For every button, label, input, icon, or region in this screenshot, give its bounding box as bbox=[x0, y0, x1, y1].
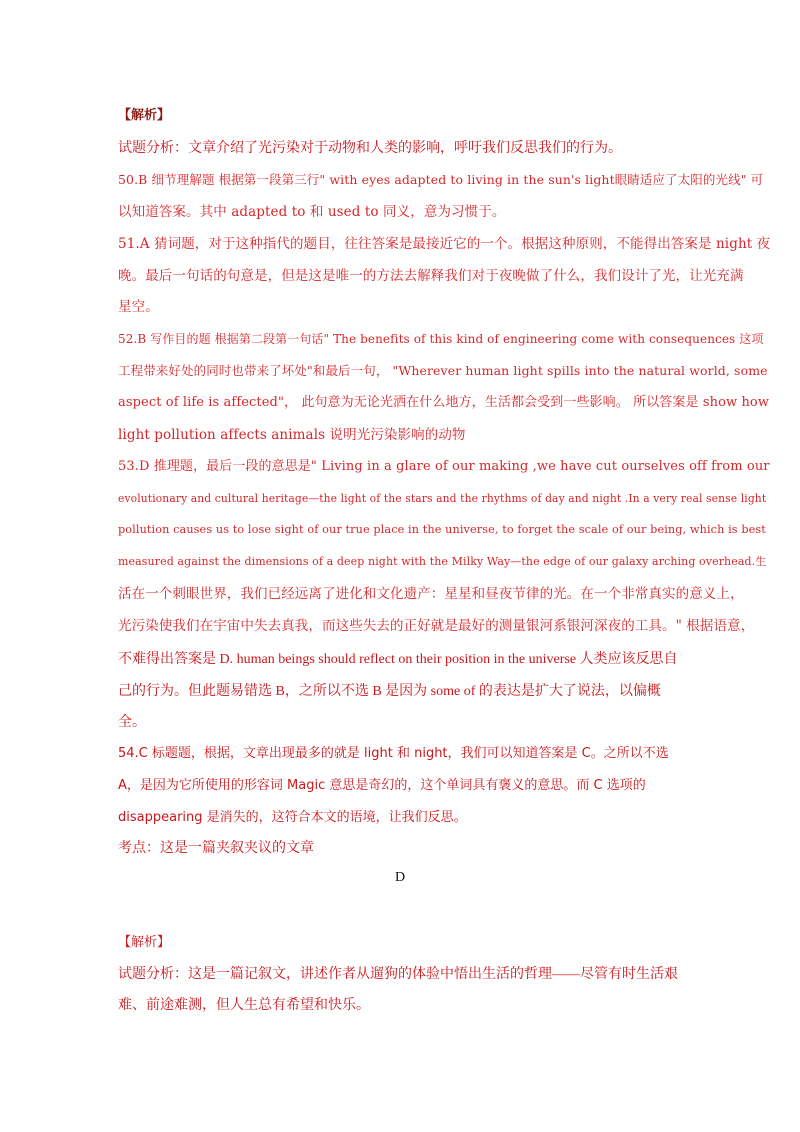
answer-53-line-2: evolutionary and cultural heritage—the light of the stars and the rhythms of day and night .In a very real sense light bbox=[118, 492, 767, 505]
answer-letter: D bbox=[394, 870, 406, 885]
answer-54-line-3: disappearing 是消失的，这符合本文的语境，让我们反思。 bbox=[118, 810, 467, 825]
answer-52-line-4: light pollution affects animals 说明光污染影响的动物 bbox=[118, 427, 466, 443]
answer-53-line-4: measured against the dimensions of a deep night with the Milky Way—the edge of our galaxy arching overhead.生 bbox=[118, 555, 767, 568]
answer-52-line-1: 52.B 写作目的题 根据第二段第一句话" The benefits of this kind of engineering come with consequences 这项 bbox=[118, 332, 764, 346]
answer-53-line-9: 全。 bbox=[118, 715, 146, 730]
summary-line-2b: 难、前途难测，但人生总有希望和快乐。 bbox=[118, 998, 370, 1013]
answer-51-line-1: 51.A 猜词题，对于这种指代的题目，往往答案是最接近它的一个。根据这种原则，不能得出答案是 night 夜 bbox=[118, 236, 771, 252]
answer-51-line-3: 星空。 bbox=[118, 299, 159, 315]
answer-52-line-3: aspect of life is affected"， 此句意为无论光洒在什么地方，生活都会受到一些影响。 所以答案是 show how bbox=[118, 395, 770, 410]
answer-51-line-2: 晚。最后一句话的句意是，但是这是唯一的方法去解释我们对于夜晚做了什么，我们设计了光，让光充满 bbox=[118, 268, 744, 284]
answer-54-line-1: 54.C 标题题，根据，文章出现最多的就是 light 和 night，我们可以知道答案是 C。之所以不选 bbox=[118, 746, 669, 761]
analysis-heading-2: 【解析】 bbox=[118, 935, 171, 950]
answer-53-line-1: 53.D 推理题，最后一段的意思是" Living in a glare of our making ,we have cut ourselves off from our bbox=[118, 459, 770, 474]
answer-53-line-3: pollution causes us to lose sight of our true place in the universe, to forget the scale of our being, which is best bbox=[118, 523, 766, 536]
answer-50-line-2: 以知道答案。其中 adapted to 和 used to 同义，意为习惯于。 bbox=[118, 204, 506, 220]
answer-52-line-2: 工程带来好处的同时也带来了坏处"和最后一句， "Wherever human light spills into the natural world, some bbox=[118, 363, 768, 378]
summary-line: 试题分析：文章介绍了光污染对于动物和人类的影响，呼吁我们反思我们的行为。 bbox=[118, 140, 622, 156]
answer-53-line-6: 光污染使我们在宇宙中失去真我，而这些失去的正好就是最好的测量银河系银河深夜的工具。" 根据语意， bbox=[118, 618, 755, 634]
answer-53-line-8: 己的行为。但此题易错选 B，之所以不选 B 是因为 some of 的表达是扩大了说法，以偏概 bbox=[118, 684, 661, 699]
analysis-heading: 【解析】 bbox=[118, 108, 171, 123]
answer-53-line-7: 不难得出答案是 D. human beings should reflect on their position in the universe 人类应该反思自 bbox=[118, 652, 678, 667]
answer-50-line-1: 50.B 细节理解题 根据第一段第三行" with eyes adapted to living in the sun's light眼睛适应了太阳的光线" 可 bbox=[118, 172, 764, 187]
kaodian-line: 考点：这是一篇夹叙夹议的文章 bbox=[118, 841, 314, 856]
summary-line-2a: 试题分析：这是一篇记叙文，讲述作者从遛狗的体验中悟出生活的哲理——尽管有时生活艰 bbox=[118, 967, 678, 982]
answer-53-line-5: 活在一个刺眼世界，我们已经远离了进化和文化遗产：星星和昼夜节律的光。在一个非常真实的意义上， bbox=[118, 586, 744, 602]
answer-54-line-2: A，是因为它所使用的形容词 Magic 意思是奇幻的，这个单词具有褒义的意思。而 C 选项的 bbox=[118, 778, 646, 793]
